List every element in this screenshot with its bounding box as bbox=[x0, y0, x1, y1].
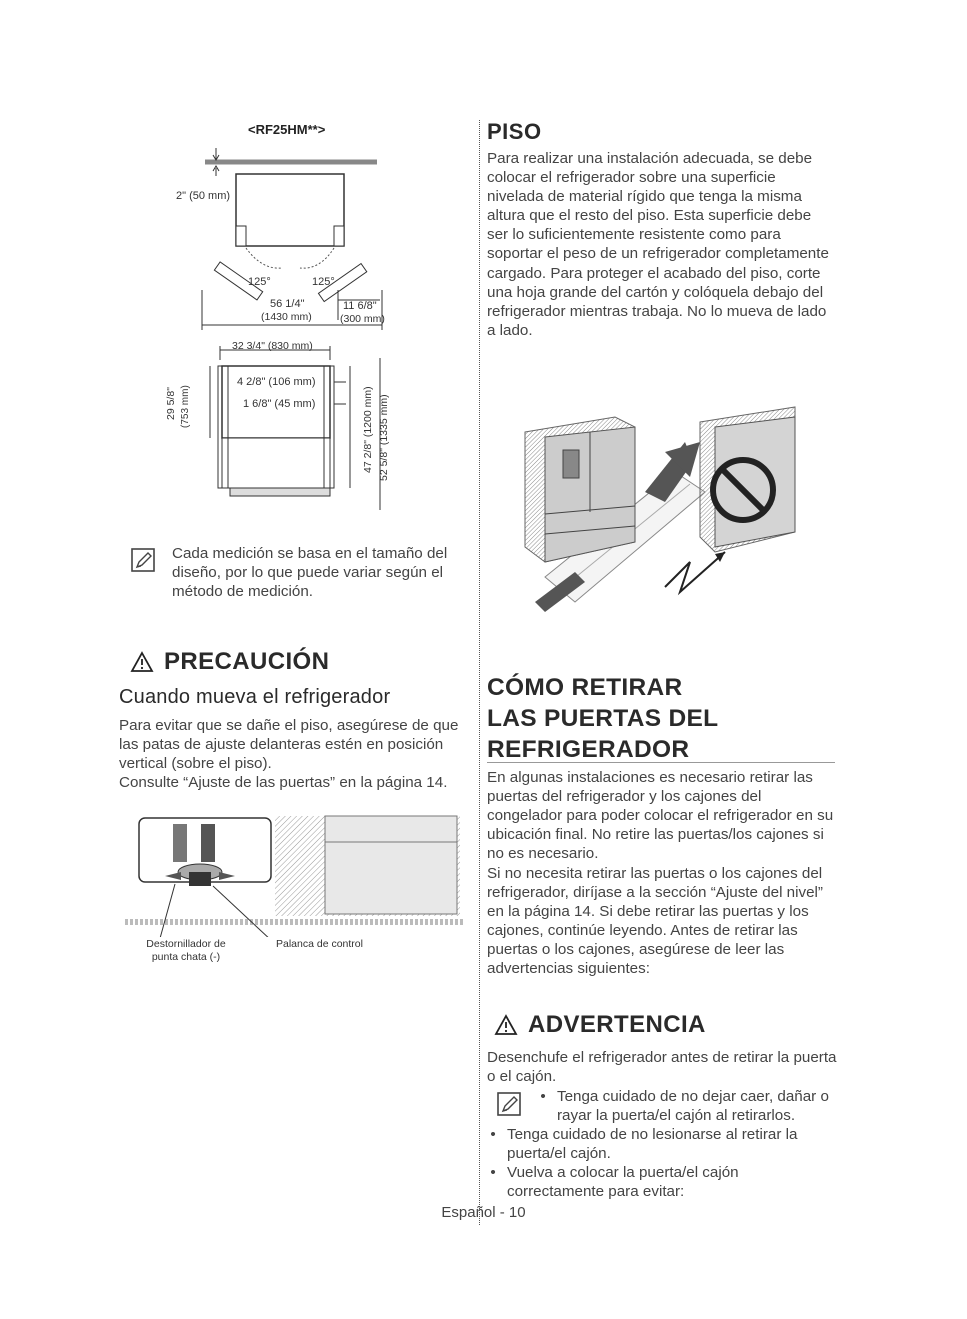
diagram-title: <RF25HM**> bbox=[248, 122, 326, 137]
dim-height-mid: 47 2/8" (1200 mm) bbox=[362, 386, 374, 473]
page-footer: Español - 10 bbox=[441, 1204, 526, 1221]
bullet-dot: • bbox=[490, 1126, 496, 1143]
bullet-dot: • bbox=[540, 1088, 546, 1105]
leveling-illustration bbox=[125, 812, 465, 937]
warning-heading bbox=[494, 1011, 706, 1039]
warning-triangle-icon bbox=[130, 651, 154, 673]
dim-height-left-mm: (753 mm) bbox=[180, 385, 191, 428]
dim-height-right: 52 5/8" (1335 mm) bbox=[378, 394, 390, 481]
warning-text: Desenchufe el refrigerador antes de retirar la puerta o el cajón. bbox=[487, 1049, 837, 1086]
caution-reference: Consulte “Ajuste de las puertas” en la página 14. bbox=[119, 774, 448, 791]
heading-rule bbox=[487, 762, 835, 763]
label-screwdriver-line1: Destornillador de bbox=[146, 938, 226, 950]
bullet-text-2: Vuelva a colocar la puerta/el cajón correctamente para evitar: bbox=[507, 1164, 739, 1201]
como-heading-line2: LAS PUERTAS DEL bbox=[487, 705, 719, 732]
label-screwdriver bbox=[126, 938, 246, 964]
angle-left: 125° bbox=[248, 276, 271, 288]
measurement-note: Cada medición se basa en el tamaño del diseño, por lo que puede variar según el método de medición. bbox=[172, 545, 448, 601]
dim-body-width: 32 3/4" (830 mm) bbox=[232, 340, 313, 352]
caution-title: PRECAUCIÓN bbox=[164, 648, 330, 675]
como-heading bbox=[487, 672, 718, 765]
dim-gap-1: 4 2/8" (106 mm) bbox=[237, 376, 316, 388]
caution-text: Para evitar que se dañe el piso, asegúrese de que las patas de ajuste delanteras estén en posición vertical (sobre el piso). bbox=[119, 717, 459, 773]
como-text-1: En algunas instalaciones es necesario retirar las puertas del refrigerador y los cajones del congelador para poder colocar el refrigerador en su ubicación final. No retire las puertas/los cajones si no es necesario. bbox=[487, 769, 834, 863]
dim-gap-2: 1 6/8" (45 mm) bbox=[243, 398, 316, 410]
bullet-dot: • bbox=[490, 1164, 496, 1181]
column-divider bbox=[479, 120, 480, 1225]
piso-text: Para realizar una instalación adecuada, se debe colocar el refrigerador sobre una superficie nivelada de material rígido que tenga la misma altura que el resto del piso. Esta superficie debe ser lo suficientemente resistente como para soportar el peso de un refrigerador completamente cargado. Para proteger el acabado del piso, corte una hoja grande del cartón y colóquela debajo del refrigerador mientras trabaja. No lo mueva de lado a lado. bbox=[487, 150, 829, 339]
como-heading-line3: REFRIGERADOR bbox=[487, 736, 690, 763]
dim-total-width: 56 1/4" bbox=[270, 298, 305, 310]
dim-2in: 2" (50 mm) bbox=[176, 190, 231, 202]
dim-side: 11 6/8" bbox=[343, 300, 377, 312]
moving-fridge-illustration bbox=[515, 402, 805, 617]
pencil-note-icon bbox=[497, 1092, 523, 1118]
warning-triangle-icon bbox=[494, 1014, 518, 1036]
warning-title: ADVERTENCIA bbox=[528, 1011, 706, 1038]
bullet-item-2 bbox=[487, 1163, 832, 1201]
pencil-note-icon bbox=[131, 548, 157, 574]
caution-heading bbox=[130, 648, 329, 676]
piso-heading: PISO bbox=[487, 119, 542, 144]
bullet-item-1 bbox=[487, 1125, 832, 1163]
angle-right: 125° bbox=[312, 276, 335, 288]
dim-height-left: 29 5/8" bbox=[165, 387, 177, 420]
warning-note-text: Tenga cuidado de no dejar caer, dañar o rayar la puerta/el cajón al retirarlos. bbox=[557, 1088, 829, 1125]
dim-side-mm: (300 mm) bbox=[340, 313, 385, 325]
caution-subtitle: Cuando mueva el refrigerador bbox=[119, 686, 391, 708]
label-screwdriver-line2: punta chata (-) bbox=[151, 951, 221, 963]
dim-total-width-mm: (1430 mm) bbox=[261, 311, 312, 323]
como-text-2: Si no necesita retirar las puertas o los cajones del refrigerador, diríjase a la sección “Ajuste del nivel” en la página 14. Si debe retirar las puertas y los cajones, continúe leyendo. Antes de retirar las puertas o los cajones, asegúrese de leer las advertencias siguientes: bbox=[487, 865, 823, 978]
label-control-lever: Palanca de control bbox=[276, 938, 363, 950]
como-heading-line1: CÓMO RETIRAR bbox=[487, 674, 683, 701]
bullet-text-1: Tenga cuidado de no lesionarse al retirar la puerta/el cajón. bbox=[507, 1126, 798, 1163]
warning-note-item bbox=[537, 1087, 837, 1125]
